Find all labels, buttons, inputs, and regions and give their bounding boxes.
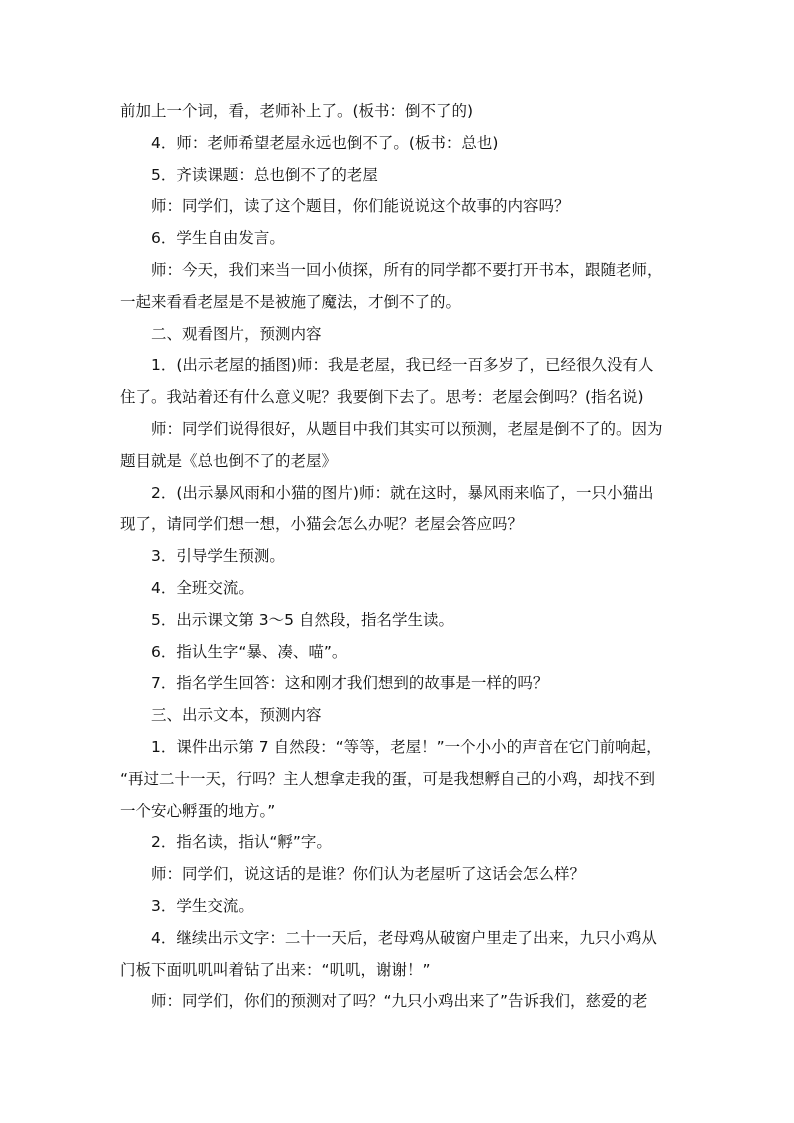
text-line: 4．师：老师希望老屋永远也倒不了。(板书：总也): [151, 133, 499, 152]
text-line: 前加上一个词，看，老师补上了。(板书：倒不了的): [120, 102, 474, 120]
text-line: 7．指名学生回答：这和刚才我们想到的故事是一样的吗？: [151, 674, 549, 693]
text-line: 门板下面叽叽叫着钻了出来：“叽叽，谢谢！”: [120, 960, 431, 979]
text-line: 5．出示课文第 3～5 自然段，指名学生读。: [151, 610, 454, 629]
text-line: 现了，请同学们想一想，小猫会怎么办呢？老屋会答应吗？: [120, 515, 524, 534]
document-body: [120, 96, 680, 1018]
text-line: 2．(出示暴风雨和小猫的图片)师：就在这时，暴风雨来临了，一只小猫出: [151, 483, 654, 502]
text-line: 住了。我站着还有什么意义呢？我要倒下去了。思考：老屋会倒吗？(指名说): [120, 388, 644, 407]
text-line: 一起来看看老屋是不是被施了魔法，才倒不了的。: [120, 292, 462, 311]
text-line: 题目就是《总也倒不了的老屋》: [120, 451, 338, 470]
text-line: 师：同学们，读了这个题目，你们能说说这个故事的内容吗？: [151, 197, 570, 216]
text-line: 1．课件出示第 7 自然段：“等等，老屋！”一个小小的声音在它门前响起，: [151, 737, 662, 756]
text-line: 师：同学们，说这话的是谁？你们认为老屋听了这话会怎么样？: [151, 865, 586, 884]
text-line: 师：今天，我们来当一回小侦探，所有的同学都不要打开书本，跟随老师，: [151, 260, 663, 279]
text-line: 3．引导学生预测。: [151, 547, 285, 566]
text-line: 6．指认生字“暴、凑、喵”。: [151, 642, 348, 661]
text-line: 2．指名读，指认“孵”字。: [151, 833, 332, 852]
text-line: 6．学生自由发言。: [151, 229, 285, 248]
text-line: 4．全班交流。: [151, 578, 254, 597]
text-line: 4．继续出示文字：二十一天后，老母鸡从破窗户里走了出来，九只小鸡从: [151, 928, 657, 947]
text-line: 师：同学们说得很好，从题目中我们其实可以预测，老屋是倒不了的。因为: [151, 419, 663, 438]
text-line: 师：同学们，你们的预测对了吗？“九只小鸡出来了”告诉我们，慈爱的老: [151, 992, 648, 1011]
text-line: 5．齐读课题：总也倒不了的老屋: [151, 165, 378, 184]
text-line: 1．(出示老屋的插图)师：我是老屋，我已经一百多岁了，已经很久没有人: [151, 356, 654, 375]
text-line: “再过二十一天，行吗？主人想拿走我的蛋，可是我想孵自己的小鸡，却找不到: [120, 769, 656, 788]
text-line: 一个安心孵蛋的地方。”: [120, 801, 276, 820]
section-heading: 二、观看图片，预测内容: [151, 324, 322, 343]
section-heading: 三、出示文本，预测内容: [151, 706, 322, 725]
text-line: 3．学生交流。: [151, 896, 254, 915]
